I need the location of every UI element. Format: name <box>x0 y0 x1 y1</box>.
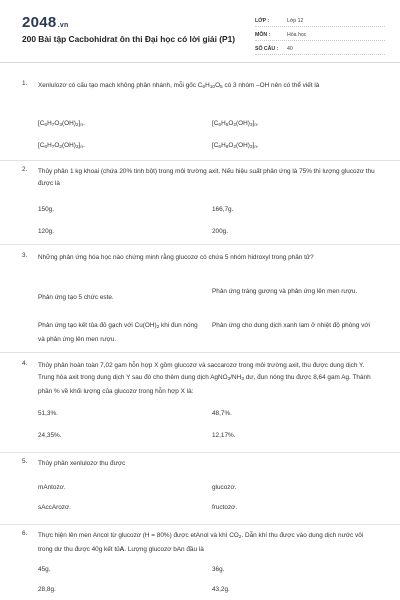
option-d[interactable]: 12,17%. <box>212 432 236 439</box>
document-header <box>0 0 400 66</box>
document-meta <box>255 15 385 57</box>
option-c[interactable]: 24,35%. <box>38 432 62 439</box>
question-6: 6. Thực hiện lên men Ancol từ glucozơ (H = 80%) được etAnol và khí $CO_2$. Dẫn khí thu được vào dung dịch nước vôi trong dư thu được 40g kết tủA. Lượng glucozơ bAn đầu là 45g. 36g. 28,8g. 43,2g. <box>22 530 384 600</box>
option-c[interactable]: Phản ứng tạo kết tủa đỏ gạch với $Cu(OH)_2$ khi đun nóng và phản ứng lên men rượu. <box>38 322 198 343</box>
question-text: Thủy phân xenlulozơ thu được <box>38 460 126 467</box>
option-b[interactable]: 48,7%. <box>212 410 232 417</box>
question-separator <box>0 244 400 245</box>
option-a[interactable]: Phản ứng tạo 5 chức este. <box>38 294 114 301</box>
option-b[interactable]: Phản ứng tráng gương và phản ứng lên men rượu. <box>212 288 358 295</box>
question-separator <box>0 160 400 161</box>
document-title: 200 Bài tập Cacbohidrat ôn thi Đại học có lời giải (P1) <box>22 34 236 44</box>
option-a[interactable]: mAntozơ. <box>38 484 66 491</box>
option-d[interactable]: Phản ứng cho dung dịch xanh lam ở nhiệt độ phòng với <box>212 322 370 329</box>
question-4: 4. Thủy phân hoàn toàn 7,02 gam hỗn hợp X gồm glucozơ và saccarozơ trong môi trường axit, thu được dung dịch Y. Trung hòa axit trong dung dịch Y sau đó cho thêm dung dịch $AgNO_3/NH_3$ dư, đun nóng thu được 8,64 gam Ag. Thành phần % về khối lượng của glucozơ trong hỗn hợp X là: 51,3%. 48,7%. 24,35%. 12,17%. <box>22 360 384 450</box>
question-separator <box>0 452 400 453</box>
option-b[interactable]: 166,7g. <box>212 206 234 213</box>
header-divider <box>0 62 400 63</box>
question-2: 2. Thủy phân 1 kg khoai (chứa 20% tinh bột) trong môi trường axit. Nếu hiệu suất phản ứng là 75% thì lượng glucozơ thu được là 150g. 166,7g. 120g. 200g. <box>22 166 384 240</box>
question-text: Những phản ứng hóa học nào chứng minh rằng glucozơ có chứa 5 nhóm hidroxyl trong phân tử? <box>38 254 314 261</box>
question-3: 3. Những phản ứng hóa học nào chứng minh rằng glucozơ có chứa 5 nhóm hidroxyl trong phân tử? Phản ứng tạo 5 chức este. Phản ứng tráng gương và phản ứng lên men rượu. Phản ứng tạo kết tủa đỏ gạch với $Cu(OH)_2$ khi đun nóng và phản ứng lên men rượu. Phản ứng cho dung dịch xanh lam ở nhiệt độ phòng với <box>22 252 384 352</box>
question-1: 1. Xenlulozơ có cấu tạo mạch không phân nhánh, mỗi gốc $C_6H_{10}O_5$ có 3 nhóm –OH nên có thể viết là $[C_6H_7O_3(OH)_2]_n$. $[C_6H_5O_2(OH)_3]_n$. $[C_6H_7O_2(OH)_3]_n$. $[C_6H_8O_2(OH)_3]_n$. <box>22 80 384 156</box>
option-a[interactable]: 45g. <box>38 566 51 573</box>
site-logo[interactable]: 2048.vn <box>22 14 69 31</box>
meta-row-subject: MÔN : Hóa học <box>255 29 385 41</box>
option-a[interactable]: 150g. <box>38 206 54 213</box>
option-b[interactable]: $[C_6H_5O_2(OH)_3]_n$. <box>212 120 259 128</box>
question-separator <box>0 352 400 353</box>
question-text: Thủy phân hoàn toàn 7,02 gam hỗn hợp X gồm glucozơ và saccarozơ trong môi trường axit, thu được dung dịch Y. Trung hòa axit trong dung dịch Y sau đó cho thêm dung dịch $AgNO_3/NH_3$ dư, đun nóng thu được 8,64 gam Ag. Thành phần % về khối lượng của glucozơ trong hỗn hợp X là: <box>38 362 371 395</box>
meta-row-count: SỐ CÂU : 40 <box>255 43 385 55</box>
option-d[interactable]: fructozơ. <box>212 504 238 511</box>
option-d[interactable]: 200g. <box>212 228 228 235</box>
question-5: 5. Thủy phân xenlulozơ thu được mAntozơ. glucozơ. sAccArozơ. fructozơ. <box>22 458 384 520</box>
option-c[interactable]: 28,8g. <box>38 586 56 593</box>
option-c[interactable]: sAccArozơ. <box>38 504 71 511</box>
question-text: Xenlulozơ có cấu tạo mạch không phân nhánh, mỗi gốc $C_6H_{10}O_5$ có 3 nhóm –OH nên có thể viết là <box>38 82 320 90</box>
option-a[interactable]: $[C_6H_7O_3(OH)_2]_n$. <box>38 120 85 128</box>
question-text: Thủy phân 1 kg khoai (chứa 20% tinh bột) trong môi trường axit. Nếu hiệu suất phản ứng là 75% thì lượng glucozơ thu được là <box>38 168 375 187</box>
option-c[interactable]: 120g. <box>38 228 54 235</box>
meta-row-class: LỚP : Lớp 12 <box>255 15 385 27</box>
question-separator <box>0 524 400 525</box>
option-c[interactable]: $[C_6H_7O_2(OH)_3]_n$. <box>38 142 85 150</box>
option-d[interactable]: $[C_6H_8O_2(OH)_3]_n$. <box>212 142 259 150</box>
option-b[interactable]: glucozơ. <box>212 484 237 491</box>
option-b[interactable]: 36g. <box>212 566 225 573</box>
question-text: Thực hiện lên men Ancol từ glucozơ (H = 80%) được etAnol và khí $CO_2$. Dẫn khí thu được vào dung dịch nước vôi trong dư thu được 40g kết tủA. Lượng glucozơ bAn đầu là <box>38 532 364 553</box>
option-d[interactable]: 43,2g. <box>212 586 230 593</box>
option-a[interactable]: 51,3%. <box>38 410 58 417</box>
